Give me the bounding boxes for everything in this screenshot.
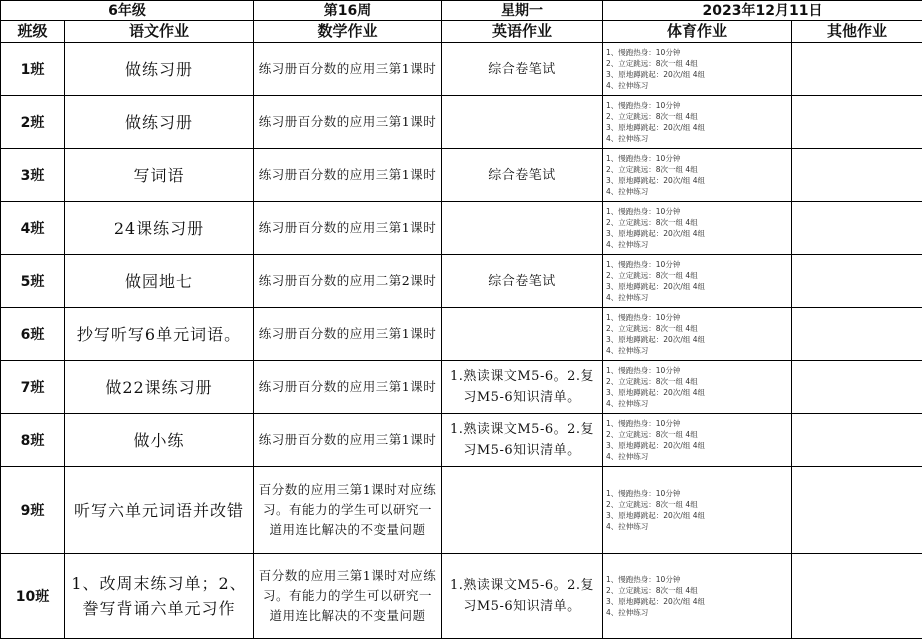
math-homework-cell[interactable]: 练习册百分数的应用三第1课时 [254,308,442,361]
other-homework-cell[interactable] [792,308,922,361]
chinese-homework-cell[interactable]: 抄写听写6单元词语。 [65,308,254,361]
pe-homework-cell[interactable] [603,361,792,414]
other-homework-cell[interactable] [792,554,922,639]
pe-item: 3、原地蹲跳起：20次/组 4组 [606,440,788,451]
class-cell[interactable]: 4班 [1,202,65,255]
pe-item: 1、慢跑热身：10分钟 [606,259,788,270]
pe-item: 2、立定跳远：8次一组 4组 [606,164,788,175]
pe-item: 2、立定跳远：8次一组 4组 [606,58,788,69]
math-homework-cell[interactable]: 练习册百分数的应用三第1课时 [254,96,442,149]
table-row [1,202,922,255]
pe-homework-cell[interactable] [603,414,792,467]
english-homework-cell[interactable]: 综合卷笔试 [442,149,603,202]
pe-item: 4、拉伸练习 [606,398,788,409]
pe-item: 1、慢跑热身：10分钟 [606,365,788,376]
pe-item: 3、原地蹲跳起：20次/组 4组 [606,334,788,345]
pe-homework-cell[interactable] [603,308,792,361]
pe-item: 1、慢跑热身：10分钟 [606,153,788,164]
pe-item: 4、拉伸练习 [606,451,788,462]
english-homework-cell[interactable] [442,202,603,255]
class-cell[interactable]: 1班 [1,43,65,96]
pe-item: 2、立定跳远：8次一组 4组 [606,217,788,228]
pe-item: 1、慢跑热身：10分钟 [606,206,788,217]
chinese-homework-cell[interactable]: 做园地七 [65,255,254,308]
math-homework-cell[interactable]: 练习册百分数的应用三第1课时 [254,202,442,255]
pe-homework-cell[interactable] [603,202,792,255]
table-row [1,554,922,639]
math-homework-cell[interactable]: 练习册百分数的应用三第1课时 [254,149,442,202]
col-header-english[interactable]: 英语作业 [442,21,603,43]
pe-item: 1、慢跑热身：10分钟 [606,100,788,111]
class-cell[interactable]: 3班 [1,149,65,202]
table-row [1,361,922,414]
pe-item: 1、慢跑热身：10分钟 [606,47,788,58]
pe-item: 2、立定跳远：8次一组 4组 [606,429,788,440]
english-homework-cell[interactable]: 综合卷笔试 [442,255,603,308]
table-row [1,467,922,554]
other-homework-cell[interactable] [792,149,922,202]
date-cell[interactable]: 2023年12月11日 [603,1,922,21]
table-row [1,308,922,361]
pe-item: 3、原地蹲跳起：20次/组 4组 [606,281,788,292]
table-row [1,43,922,96]
chinese-homework-cell[interactable]: 听写六单元词语并改错 [65,467,254,554]
pe-item: 4、拉伸练习 [606,607,788,618]
pe-item: 4、拉伸练习 [606,186,788,197]
column-header-row [1,21,922,43]
pe-item: 4、拉伸练习 [606,521,788,532]
table-body [1,43,922,639]
english-homework-cell[interactable]: 综合卷笔试 [442,43,603,96]
math-homework-cell[interactable]: 练习册百分数的应用二第2课时 [254,255,442,308]
pe-homework-cell[interactable] [603,43,792,96]
chinese-homework-cell[interactable]: 做22课练习册 [65,361,254,414]
pe-homework-cell[interactable] [603,96,792,149]
math-homework-cell[interactable]: 练习册百分数的应用三第1课时 [254,414,442,467]
other-homework-cell[interactable] [792,414,922,467]
other-homework-cell[interactable] [792,467,922,554]
pe-homework-cell[interactable] [603,149,792,202]
english-homework-cell[interactable]: 1.熟读课文M5-6。2.复习M5-6知识清单。 [442,554,603,639]
pe-item: 4、拉伸练习 [606,292,788,303]
week-cell[interactable]: 第16周 [254,1,442,21]
chinese-homework-cell[interactable]: 做练习册 [65,43,254,96]
weekday-cell[interactable]: 星期一 [442,1,603,21]
table-row [1,149,922,202]
class-cell[interactable]: 5班 [1,255,65,308]
pe-item: 4、拉伸练习 [606,80,788,91]
pe-item: 1、慢跑热身：10分钟 [606,488,788,499]
pe-item: 3、原地蹲跳起：20次/组 4组 [606,122,788,133]
class-cell[interactable]: 7班 [1,361,65,414]
pe-item: 1、慢跑热身：10分钟 [606,312,788,323]
pe-item: 4、拉伸练习 [606,345,788,356]
pe-item: 2、立定跳远：8次一组 4组 [606,585,788,596]
col-header-other[interactable]: 其他作业 [792,21,922,43]
class-cell[interactable]: 6班 [1,308,65,361]
col-header-math[interactable]: 数学作业 [254,21,442,43]
pe-homework-cell[interactable] [603,255,792,308]
class-cell[interactable]: 9班 [1,467,65,554]
col-header-chinese[interactable]: 语文作业 [65,21,254,43]
table-row [1,255,922,308]
chinese-homework-cell[interactable]: 做练习册 [65,96,254,149]
other-homework-cell[interactable] [792,255,922,308]
table-row [1,96,922,149]
chinese-homework-cell[interactable]: 做小练 [65,414,254,467]
pe-item: 4、拉伸练习 [606,239,788,250]
math-homework-cell[interactable]: 练习册百分数的应用三第1课时 [254,361,442,414]
pe-homework-cell[interactable] [603,467,792,554]
math-homework-cell[interactable]: 百分数的应用三第1课时对应练习。有能力的学生可以研究一道用连比解决的不变量问题 [254,467,442,554]
pe-item: 2、立定跳远：8次一组 4组 [606,499,788,510]
other-homework-cell[interactable] [792,43,922,96]
col-header-class[interactable]: 班级 [1,21,65,43]
english-homework-cell[interactable] [442,467,603,554]
math-homework-cell[interactable]: 百分数的应用三第1课时对应练习。有能力的学生可以研究一道用连比解决的不变量问题 [254,554,442,639]
other-homework-cell[interactable] [792,96,922,149]
pe-item: 1、慢跑热身：10分钟 [606,574,788,585]
pe-item: 2、立定跳远：8次一组 4组 [606,323,788,334]
chinese-homework-cell[interactable]: 写词语 [65,149,254,202]
pe-item: 2、立定跳远：8次一组 4组 [606,270,788,281]
english-homework-cell[interactable]: 1.熟读课文M5-6。2.复习M5-6知识清单。 [442,414,603,467]
chinese-homework-cell[interactable]: 1、改周末练习单；2、誊写背诵六单元习作 [65,554,254,639]
col-header-pe[interactable]: 体育作业 [603,21,792,43]
table-row [1,414,922,467]
class-cell[interactable]: 2班 [1,96,65,149]
english-homework-cell[interactable] [442,96,603,149]
english-homework-cell[interactable] [442,308,603,361]
chinese-homework-cell[interactable]: 24课练习册 [65,202,254,255]
pe-item: 2、立定跳远：8次一组 4组 [606,376,788,387]
pe-homework-cell[interactable] [603,554,792,639]
pe-item: 3、原地蹲跳起：20次/组 4组 [606,228,788,239]
grade-cell[interactable]: 6年级 [1,1,254,21]
pe-item: 3、原地蹲跳起：20次/组 4组 [606,510,788,521]
pe-item: 2、立定跳远：8次一组 4组 [606,111,788,122]
class-cell[interactable]: 8班 [1,414,65,467]
pe-item: 3、原地蹲跳起：20次/组 4组 [606,596,788,607]
pe-item: 3、原地蹲跳起：20次/组 4组 [606,175,788,186]
pe-item: 3、原地蹲跳起：20次/组 4组 [606,387,788,398]
pe-item: 4、拉伸练习 [606,133,788,144]
header-row [1,1,922,21]
pe-item: 3、原地蹲跳起：20次/组 4组 [606,69,788,80]
pe-item: 1、慢跑热身：10分钟 [606,418,788,429]
other-homework-cell[interactable] [792,361,922,414]
other-homework-cell[interactable] [792,202,922,255]
class-cell[interactable]: 10班 [1,554,65,639]
math-homework-cell[interactable]: 练习册百分数的应用三第1课时 [254,43,442,96]
english-homework-cell[interactable]: 1.熟读课文M5-6。2.复习M5-6知识清单。 [442,361,603,414]
